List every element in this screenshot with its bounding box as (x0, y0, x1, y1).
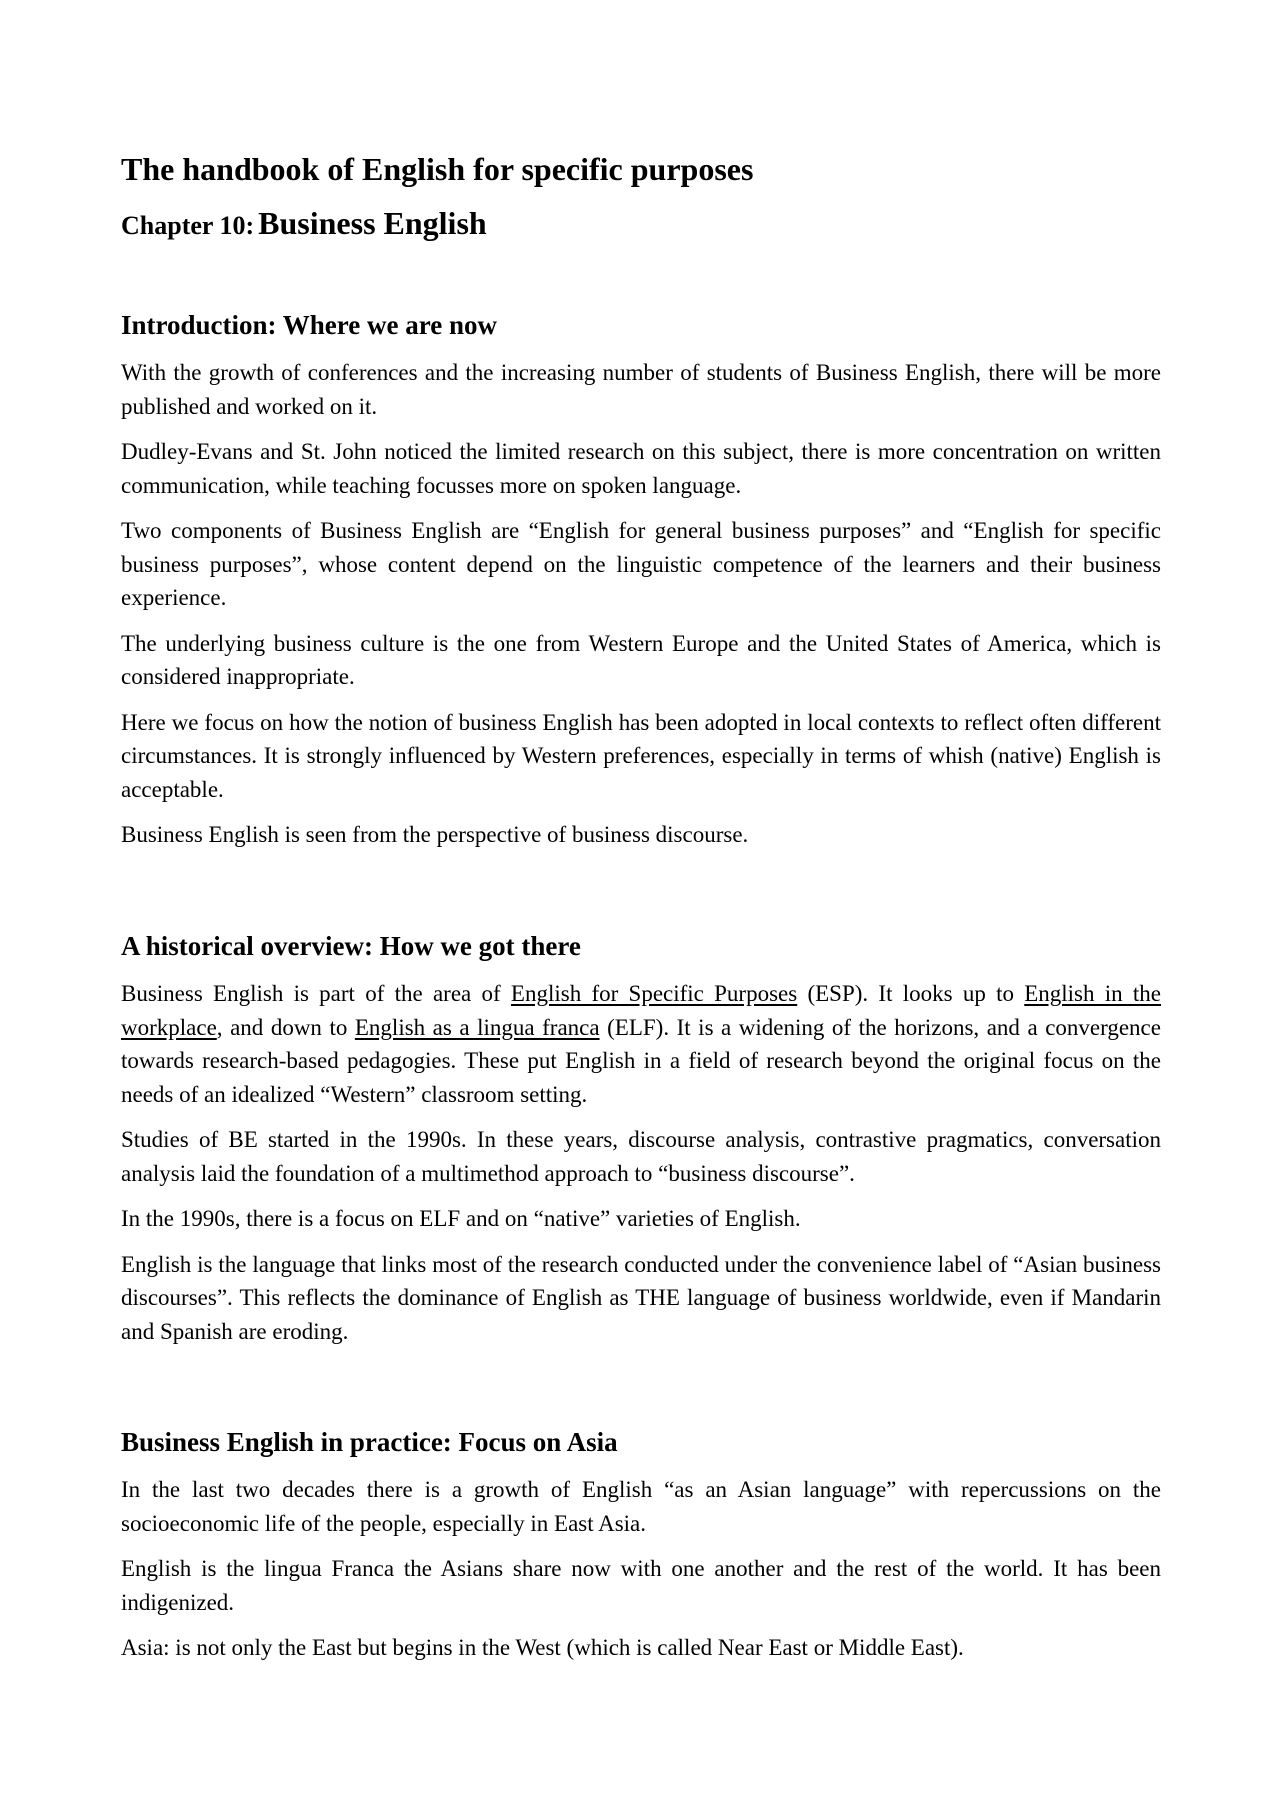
paragraph-text: , and down to (216, 1014, 355, 1040)
chapter-heading (121, 204, 1161, 242)
paragraph: English is the language that links most of the research conducted under the convenience label of “Asian business discourses”. This reflects the dominance of English as THE language of business worldwide, even if Mandarin and Spanish are eroding. (121, 1251, 1161, 1344)
chapter-name: Business English (258, 205, 487, 242)
paragraph: In the 1990s, there is a focus on ELF and on “native” varieties of English. (121, 1206, 801, 1232)
section-heading: Business English in practice: Focus on Asia (121, 1427, 618, 1458)
link-english-as-a-lingua-franca[interactable]: English as a lingua franca (354, 1014, 600, 1040)
paragraph: Studies of BE started in the 1990s. In these years, discourse analysis, contrastive pragmatics, conversation analysis laid the foundation of a multimethod approach to “business discourse”. (121, 1127, 1161, 1186)
paragraph-text: Business English is part of the area of (121, 981, 511, 1007)
paragraph: Dudley-Evans and St. John noticed the limited research on this subject, there is more concentration on written communication, while teaching focusses more on spoken language. (121, 439, 1161, 498)
paragraph: In the last two decades there is a growth of English “as an Asian language” with repercussions on the socioeconomic life of the people, especially in East Asia. (121, 1477, 1161, 1536)
paragraph: Here we focus on how the notion of business English has been adopted in local contexts to reflect often different circumstances. It is strongly influenced by Western preferences, especially in terms of whish (native) English is acceptable. (121, 709, 1161, 802)
section-heading: A historical overview: How we got there (121, 930, 581, 961)
paragraph: Business English is seen from the perspective of business discourse. (121, 822, 749, 848)
paragraph: Asia: is not only the East but begins in the West (which is called Near East or Middle East). (121, 1635, 964, 1661)
paragraph: English is the lingua Franca the Asians share now with one another and the rest of the world. It has been indigenized. (121, 1556, 1161, 1615)
paragraph-text: (ELF). It is a widening of the horizons, and a convergence towards research-based pedagogies. These put English in a field of research beyond the original focus on the needs of an idealized “Western” classroom setting. (121, 1014, 1161, 1107)
paragraph: With the growth of conferences and the increasing number of students of Business English, there will be more published and worked on it. (121, 360, 1161, 419)
chapter-label: Chapter 10: (121, 211, 255, 241)
section-heading: Introduction: Where we are now (121, 309, 497, 340)
document-title: The handbook of English for specific purposes (121, 151, 754, 187)
link-english-in-the-workplace[interactable]: English in the workplace (121, 981, 1161, 1040)
link-english-for-specific-purposes[interactable]: English for Specific Purposes (510, 981, 798, 1007)
document-body (121, 150, 1161, 1665)
paragraph: Two components of Business English are “English for general business purposes” and “English for specific business purposes”, whose content depend on the linguistic competence of the learners and their business experience. (121, 518, 1161, 611)
section-historical-overview (121, 930, 1161, 1348)
paragraph-text: (ESP). It looks up to (797, 981, 1025, 1007)
paragraph-with-links (121, 977, 1161, 1111)
section-introduction (121, 309, 1161, 852)
paragraph: The underlying business culture is the one from Western Europe and the United States of America, which is considered inappropriate. (121, 630, 1161, 690)
section-business-english-in-practice (121, 1426, 1161, 1665)
